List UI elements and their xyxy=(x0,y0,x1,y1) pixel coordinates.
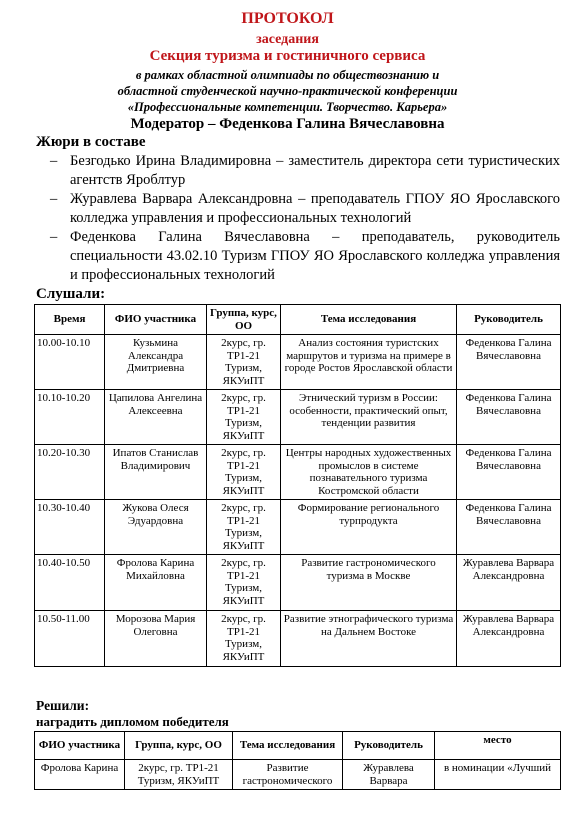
jury-item: – Безгодько Ирина Владимировна – заместитель директора сети туристических агентств Яроблтур xyxy=(50,153,560,188)
mentor-cell: Феденкова Галина Вячеславовна xyxy=(457,500,561,555)
time-cell: 10.10-10.20 xyxy=(35,390,105,445)
heard-table xyxy=(34,304,561,667)
topic-cell: Центры народных художественных промыслов в системе познавательного туризма Костромской области xyxy=(281,445,457,500)
jury-item-text: Феденкова Галина Вячеславовна – преподаватель, руководитель специальности 43.02.10 Туризм ГПОУ ЯО Ярославского колледжа управления и профессиональных технологий xyxy=(70,229,560,283)
mentor-cell: Журавлева Варвара Александровна xyxy=(457,611,561,667)
topic-cell: Развитие гастрономического xyxy=(233,760,343,790)
time-cell: 10.00-10.10 xyxy=(35,335,105,390)
group-cell: 2курс, гр. ТР1-21 Туризм, ЯКУиПТ xyxy=(207,390,281,445)
heard-table-header xyxy=(35,305,561,335)
jury-list xyxy=(50,152,560,285)
column-header: Группа, курс, ОО xyxy=(125,732,233,760)
table-row xyxy=(35,500,561,555)
jury-item: – Журавлева Варвара Александровна – преподаватель ГПОУ ЯО Ярославского колледжа управления и профессиональных технологий xyxy=(50,191,560,226)
topic-cell: Формирование регионального турпродукта xyxy=(281,500,457,555)
time-cell: 10.50-11.00 xyxy=(35,611,105,667)
decided-title: Решили: xyxy=(36,698,90,713)
moderator-line: Модератор – Феденкова Галина Вячеславовна xyxy=(130,116,445,132)
table-row xyxy=(35,611,561,667)
jury-item-text: Безгодько Ирина Владимировна – заместитель директора сети туристических агентств Яроблтур xyxy=(70,153,560,188)
column-header: Время xyxy=(35,305,105,335)
column-header: Тема исследования xyxy=(281,305,457,335)
decided-table-header xyxy=(35,732,561,760)
participant-cell: Ипатов Станислав Владимирович xyxy=(105,445,207,500)
participant-cell: Жукова Олеся Эдуардовна xyxy=(105,500,207,555)
mentor-cell: Журавлева Варвара xyxy=(343,760,435,790)
table-row xyxy=(35,555,561,611)
column-header: место xyxy=(435,732,561,760)
mentor-cell: Феденкова Галина Вячеславовна xyxy=(457,445,561,500)
group-cell: 2курс, гр. ТР1-21 Туризм, ЯКУиПТ xyxy=(125,760,233,790)
participant-cell: Цапилова Ангелина Алексеевна xyxy=(105,390,207,445)
table-row xyxy=(35,335,561,390)
jury-item-text: Журавлева Варвара Александровна – преподаватель ГПОУ ЯО Ярославского колледжа управления и профессиональных технологий xyxy=(70,191,560,226)
protocol-subtitle: заседания xyxy=(256,32,319,47)
topic-cell: Анализ состояния туристских маршрутов и туризма на примере в городе Ростов Ярославской области xyxy=(281,335,457,390)
context-line-2: областной студенческой научно-практической конференции xyxy=(117,84,458,98)
jury-item: – Феденкова Галина Вячеславовна – преподаватель, руководитель специальности 43.02.10 Туризм ГПОУ ЯО Ярославского колледжа управления и профессиональных технологий xyxy=(50,229,560,283)
group-cell: 2курс, гр. ТР1-21 Туризм, ЯКУиПТ xyxy=(207,611,281,667)
context-line-1: в рамках областной олимпиады по обществознанию и xyxy=(135,68,440,82)
topic-cell: Развитие этнографического туризма на Дальнем Востоке xyxy=(281,611,457,667)
time-cell: 10.40-10.50 xyxy=(35,555,105,611)
column-header: ФИО участника xyxy=(105,305,207,335)
award-line: наградить дипломом победителя xyxy=(36,714,229,729)
mentor-cell: Феденкова Галина Вячеславовна xyxy=(457,335,561,390)
section-title: Секция туризма и гостиничного сервиса xyxy=(149,48,426,64)
time-cell: 10.30-10.40 xyxy=(35,500,105,555)
place-cell: в номинации «Лучший xyxy=(435,760,561,790)
group-cell: 2курс, гр. ТР1-21 Туризм, ЯКУиПТ xyxy=(207,335,281,390)
column-header: Тема исследования xyxy=(233,732,343,760)
time-cell: 10.20-10.30 xyxy=(35,445,105,500)
mentor-cell: Журавлева Варвара Александровна xyxy=(457,555,561,611)
participant-cell: Фролова Карина Михайловна xyxy=(105,555,207,611)
column-header: Руководитель xyxy=(457,305,561,335)
table-row xyxy=(35,445,561,500)
table-row xyxy=(35,390,561,445)
participant-cell: Фролова Карина xyxy=(35,760,125,790)
column-header: ФИО участника xyxy=(35,732,125,760)
decided-table xyxy=(34,731,561,790)
group-cell: 2курс, гр. ТР1-21 Туризм, ЯКУиПТ xyxy=(207,445,281,500)
protocol-title: ПРОТОКОЛ xyxy=(241,10,334,27)
group-cell: 2курс, гр. ТР1-21 Туризм, ЯКУиПТ xyxy=(207,555,281,611)
group-cell: 2курс, гр. ТР1-21 Туризм, ЯКУиПТ xyxy=(207,500,281,555)
topic-cell: Развитие гастрономического туризма в Москве xyxy=(281,555,457,611)
mentor-cell: Феденкова Галина Вячеславовна xyxy=(457,390,561,445)
jury-title: Жюри в составе xyxy=(36,134,146,150)
topic-cell: Этнический туризм в России: особенности, практический опыт, тенденции развития xyxy=(281,390,457,445)
table-row xyxy=(35,760,561,790)
context-line-3: «Профессиональные компетенции. Творчество. Карьера» xyxy=(127,100,448,114)
participant-cell: Кузьмина Александра Дмитриевна xyxy=(105,335,207,390)
heard-title: Слушали: xyxy=(36,286,106,302)
participant-cell: Морозова Мария Олеговна xyxy=(105,611,207,667)
column-header: Руководитель xyxy=(343,732,435,760)
column-header: Группа, курс, ОО xyxy=(207,305,281,335)
